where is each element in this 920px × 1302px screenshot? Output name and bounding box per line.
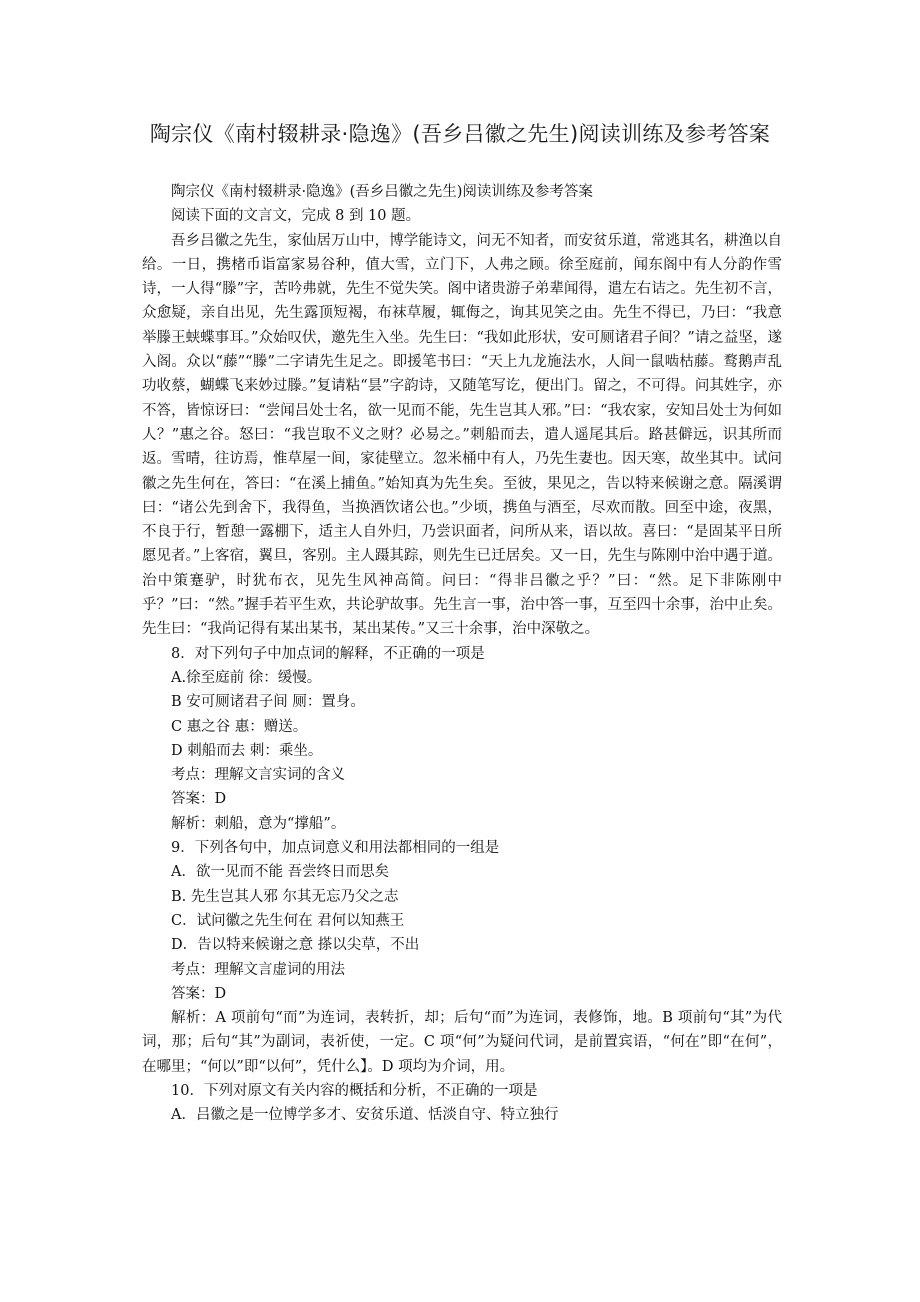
document-body bbox=[142, 180, 782, 1128]
question-10-stem: 10．下列对原文有关内容的概括和分析，不正确的一项是 bbox=[171, 1082, 538, 1099]
document-title: 陶宗仪《南村辍耕录·隐逸》(吾乡吕徽之先生)阅读训练及参考答案 bbox=[149, 122, 771, 146]
question-8-option-d: D 刺船而去 刺：乘坐。 bbox=[171, 742, 323, 759]
question-8-answer: 答案：D bbox=[171, 791, 227, 808]
document-subtitle: 陶宗仪《南村辍耕录·隐逸》(吾乡吕徽之先生)阅读训练及参考答案 bbox=[171, 184, 593, 200]
question-9-option-c: C．试问徽之先生何在 君何以知燕王 bbox=[171, 912, 405, 929]
question-9-option-b: B. 先生岂其人邪 尔其无忘乃父之志 bbox=[171, 888, 399, 905]
question-8-kaodian: 考点：理解文言实词的含义 bbox=[171, 767, 345, 784]
question-9-option-d: D．告以特来候谢之意 搽以尖草，不出 bbox=[171, 937, 420, 954]
reading-instruction: 阅读下面的文言文，完成 8 到 10 题。 bbox=[171, 208, 421, 225]
question-8-option-c: C 惠之谷 惠：赠送。 bbox=[171, 718, 308, 735]
classical-passage: 吾乡吕徽之先生，家仙居万山中，博学能诗文，问无不知者，而安贫乐道，常逃其名，耕渔以自给。一日，携楮币诣富家易谷种，值大雪，立门下，人弗之顾。徐至庭前，闻东阁中有人分韵作雪诗，一人得“滕”字，苦吟弗就，先生不觉失笑。阁中诸贵游子弟辈闻得，遣左右诘之。先生初不言，众愈疑，亲自出见，先生露顶短褐，布袜草履，辄侮之，询其见笑之由。先生不得已，乃曰：“我意举滕王蛱蝶事耳。”众始叹伏，邀先生入坐。先生曰：“我如此形状，安可厕诸君子间？”请之益坚，遂入阁。众以“藤”“滕”二字请先生足之。即援笔书曰：“天上九龙施法水，人间一鼠啮枯藤。鹜鹅声乱功收蔡，蝴蝶飞来妙过滕。”复请粘“昙”字韵诗，又随笔写讫，便出门。留之，不可得。问其姓字，亦不答，皆惊讶曰：“尝闻吕处士名，欲一见而不能，先生岂其人邪。”曰：“我农家，安知吕处士为何如人？”惠之谷。怒曰：“我岂取不义之财？必易之。”刺船而去，遣人遥尾其后。路甚僻远，识其所而返。雪晴，往访焉，惟草屋一间，家徒壁立。忽米桶中有人，乃先生妻也。因天寒，故坐其中。试问徽之先生何在，答曰：“在溪上捕鱼。”始知真为先生矣。至彼，果见之，告以特来候谢之意。隔溪谓曰：“诸公先到舍下，我得鱼，当换酒饮诸公也。”少顷，携鱼与酒至，尽欢而散。回至中途，夜黑，不良于行，暂憩一露棚下，适主人自外归，乃尝识面者，问所从来，语以故。喜曰：“是固某平日所愿见者。”上客宿，翼旦，客别。主人蹑其踪，则先生已迁居矣。又一日，先生与陈刚中治中遇于道。治中策蹇驴，时犹布衣，见先生风神高简。问曰：“得非吕徽之乎？”曰：“然。足下非陈刚中乎？”曰：“然。”握手若平生欢，共论驴故事。先生言一事，治中答一事，互至四十余事，治中止矣。先生曰：“我尚记得有某出某书，某出某传。”又三十余事，治中深敬之。 bbox=[142, 232, 782, 638]
question-9-kaodian: 考点：理解文言虚词的用法 bbox=[171, 961, 345, 978]
question-9-analysis: 解析：A 项前句“而”为连词，表转折，却；后句“而”为连词，表修饰，地。B 项前句“其”为代词，那；后句“其”为副词，表祈使，一定。C 项“何”为疑问代词，是前置宾语，“何在”即“在何”，在哪里；“何以”即“以何”，凭什么】。D 项均为介词，用。 bbox=[142, 1010, 782, 1075]
question-9-option-a: A．欲一见而不能 吾尝终日而思矣 bbox=[171, 864, 390, 881]
question-10-option-a: A．吕徽之是一位博学多才、安贫乐道、恬淡自守、特立独行 bbox=[171, 1107, 559, 1124]
question-9-stem: 9．下列各句中，加点词意义和用法都相同的一组是 bbox=[171, 840, 500, 857]
question-9-answer: 答案：D bbox=[171, 985, 227, 1002]
question-8-stem: 8．对下列句子中加点词的解释，不正确的一项是 bbox=[171, 645, 485, 662]
question-8-option-a: A.徐至庭前 徐：缓慢。 bbox=[171, 669, 322, 686]
question-8-analysis: 解析：刺船，意为“撑船”。 bbox=[171, 815, 346, 832]
question-8-option-b: B 安可厕诸君子间 厕：置身。 bbox=[171, 694, 365, 711]
